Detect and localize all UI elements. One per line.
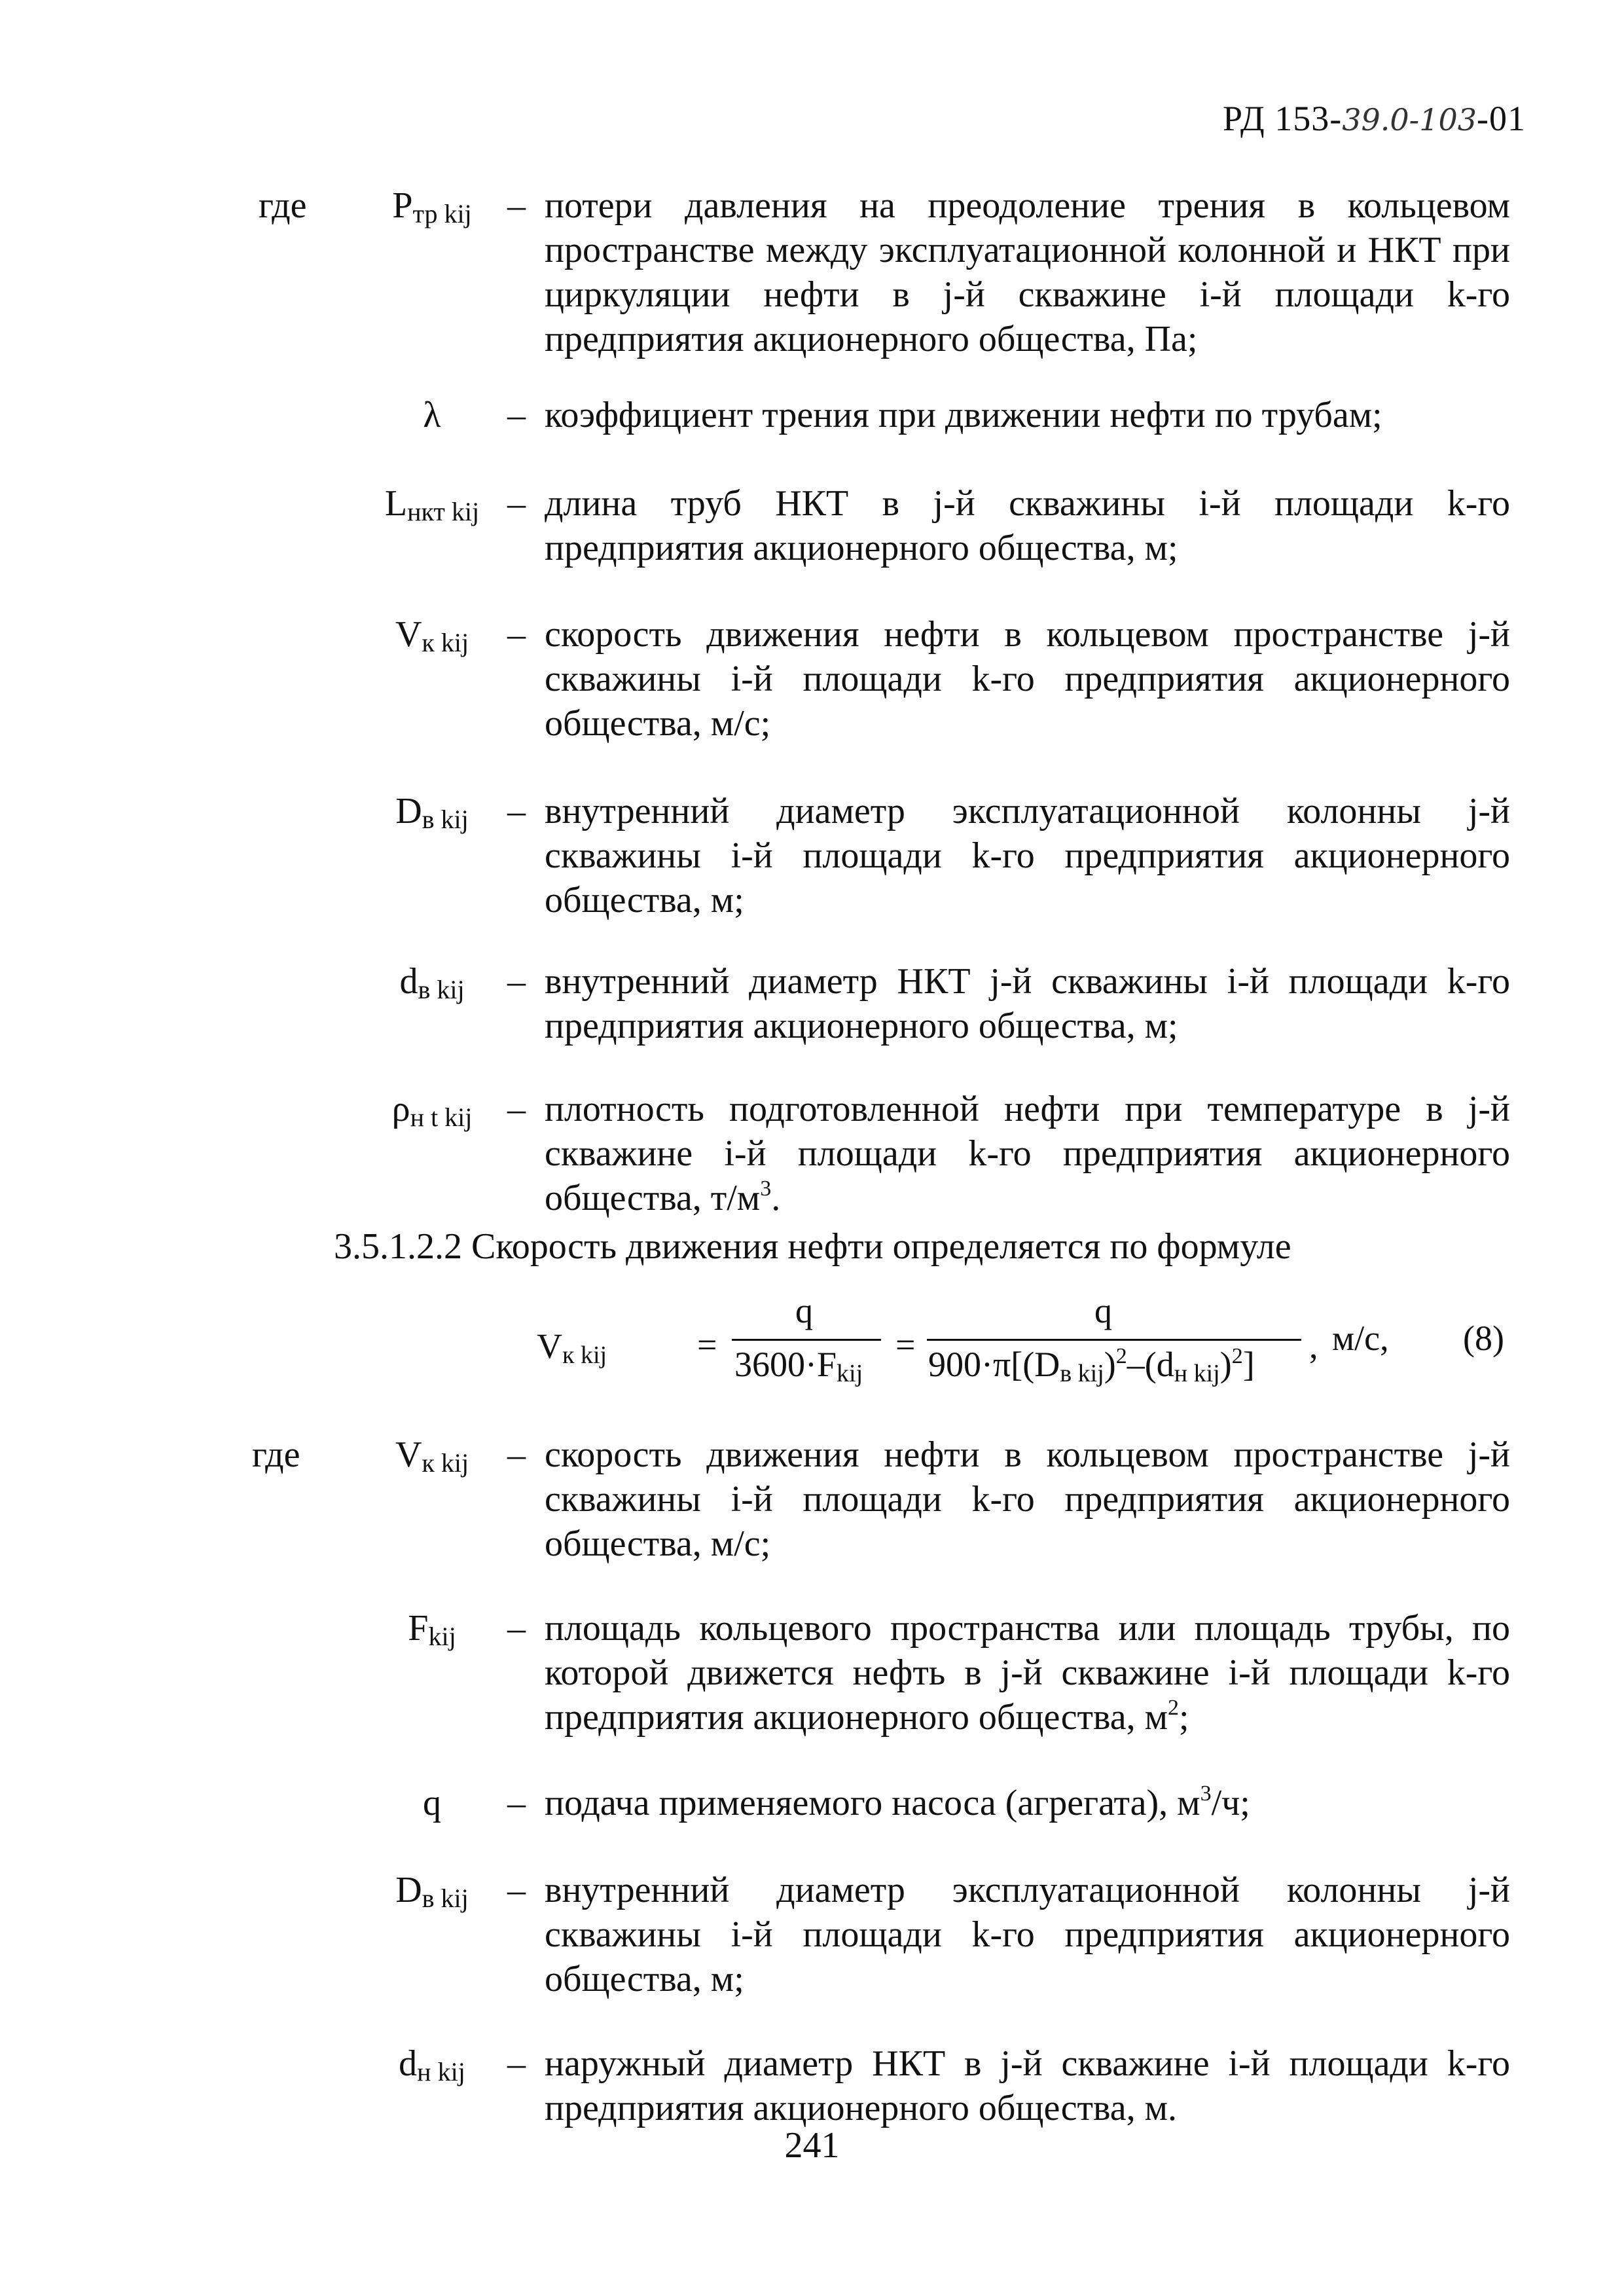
document-code-suffix: -01	[1477, 99, 1526, 138]
definition-dash: –	[507, 961, 526, 1002]
fraction2-denominator: $900\cdot\pi[(D_{в kij})^2-(d_{н kij})^2]$	[928, 1344, 1255, 1387]
where-label: где	[252, 1434, 300, 1475]
definition-dash: –	[507, 1870, 526, 1910]
definition-dash: –	[507, 1434, 526, 1475]
definition-text: скорость движения нефти в кольцевом пространстве j-й скважины i-й площади k-го предприятия акционерного общества, м/с;	[545, 1434, 1510, 1564]
definition-symbol: λ	[423, 395, 441, 435]
definition-symbol: $d_{н kij}$	[399, 2043, 465, 2086]
definition-text: скорость движения нефти в кольцевом пространстве j-й скважины i-й площади k-го предприятия акционерного общества, м/с;	[545, 614, 1510, 744]
definition-text: наружный диаметр НКТ в j-й скважине i-й площади k-го предприятия акционерного общества, м.	[545, 2043, 1510, 2128]
definition-dash: –	[507, 2043, 526, 2084]
definition-symbol: $P_{тр kij}$	[392, 185, 472, 228]
where-label: где	[259, 185, 307, 226]
definition-symbol: $V_{к kij}$	[395, 1434, 469, 1478]
definition-dash: –	[507, 395, 526, 435]
definition-text: плотность подготовленной нефти при температуре в j-й скважине i-й площади k-го предприятия акционерного общества, $т/м^3$.	[545, 1089, 1510, 1218]
definition-symbol: $d_{в kij}$	[399, 961, 465, 1004]
document-code-prefix: РД 153-	[1222, 99, 1343, 138]
definition-symbol: $V_{к kij}$	[395, 614, 469, 657]
definition-symbol: $\rho_{н t kij}$	[391, 1089, 473, 1132]
formula-equals-2: =	[895, 1325, 916, 1364]
fraction1-bar	[732, 1339, 881, 1341]
definition-dash: –	[507, 483, 526, 524]
formula-8	[537, 1291, 1519, 1391]
formula-unit: м/с,	[1332, 1319, 1389, 1358]
formula-number: (8)	[1463, 1319, 1504, 1358]
clause-heading: 3.5.1.2.2 Скорость движения нефти определяется по формуле	[334, 1226, 1291, 1267]
fraction2-numerator: q	[1094, 1291, 1112, 1330]
definition-text: внутренний диаметр эксплуатационной колонны j-й скважины i-й площади k-го предприятия акционерного общества, м;	[545, 791, 1510, 920]
definition-dash: –	[507, 1089, 526, 1129]
definition-text: длина труб НКТ в j-й скважины i-й площади k-го предприятия акционерного общества, м;	[545, 483, 1510, 568]
definition-text: подача применяемого насоса (агрегата), $м^3/ч$;	[545, 1781, 1250, 1823]
definition-symbol: $F_{kij}$	[408, 1608, 456, 1651]
definition-text: внутренний диаметр НКТ j-й скважины i-й площади k-го предприятия акционерного общества, м;	[545, 961, 1510, 1046]
formula-equals: =	[697, 1325, 717, 1364]
document-code	[1223, 98, 1526, 139]
definition-symbol: $D_{в kij}$	[395, 791, 469, 834]
definition-text: внутренний диаметр эксплуатационной колонны j-й скважины i-й площади k-го предприятия акционерного общества, м;	[545, 1870, 1510, 1999]
definition-dash: –	[507, 1608, 526, 1649]
fraction2-bar	[927, 1339, 1301, 1341]
formula-comma: ,	[1309, 1326, 1318, 1366]
fraction1-denominator: $3600\cdot F_{kij}$	[734, 1345, 863, 1387]
definition-text: потери давления на преодоление трения в кольцевом пространстве между эксплуатационной колонной и НКТ при циркуляции нефти в j-й скважине i-й площади k-го предприятия акционерного общества, Па;	[545, 185, 1510, 359]
definition-symbol: $L_{нкт kij}$	[384, 483, 480, 526]
definition-dash: –	[507, 1783, 526, 1823]
definition-symbol: $D_{в kij}$	[395, 1870, 469, 1913]
definition-dash: –	[507, 614, 526, 655]
definition-text: коэффициент трения при движении нефти по трубам;	[545, 395, 1382, 435]
page-number: 241	[784, 2125, 840, 2166]
definition-dash: –	[507, 791, 526, 831]
formula-lhs: $V_{к kij}$	[537, 1326, 607, 1369]
definition-text: площадь кольцевого пространства или площадь трубы, по которой движется нефть в j-й скважине i-й площади k-го предприятия акционерного общества, $м^2$;	[545, 1608, 1510, 1738]
definition-symbol: q	[423, 1783, 441, 1823]
fraction1-numerator: q	[795, 1291, 813, 1330]
definition-dash: –	[507, 185, 526, 226]
document-code-handwritten: 39.0-103	[1342, 102, 1477, 137]
